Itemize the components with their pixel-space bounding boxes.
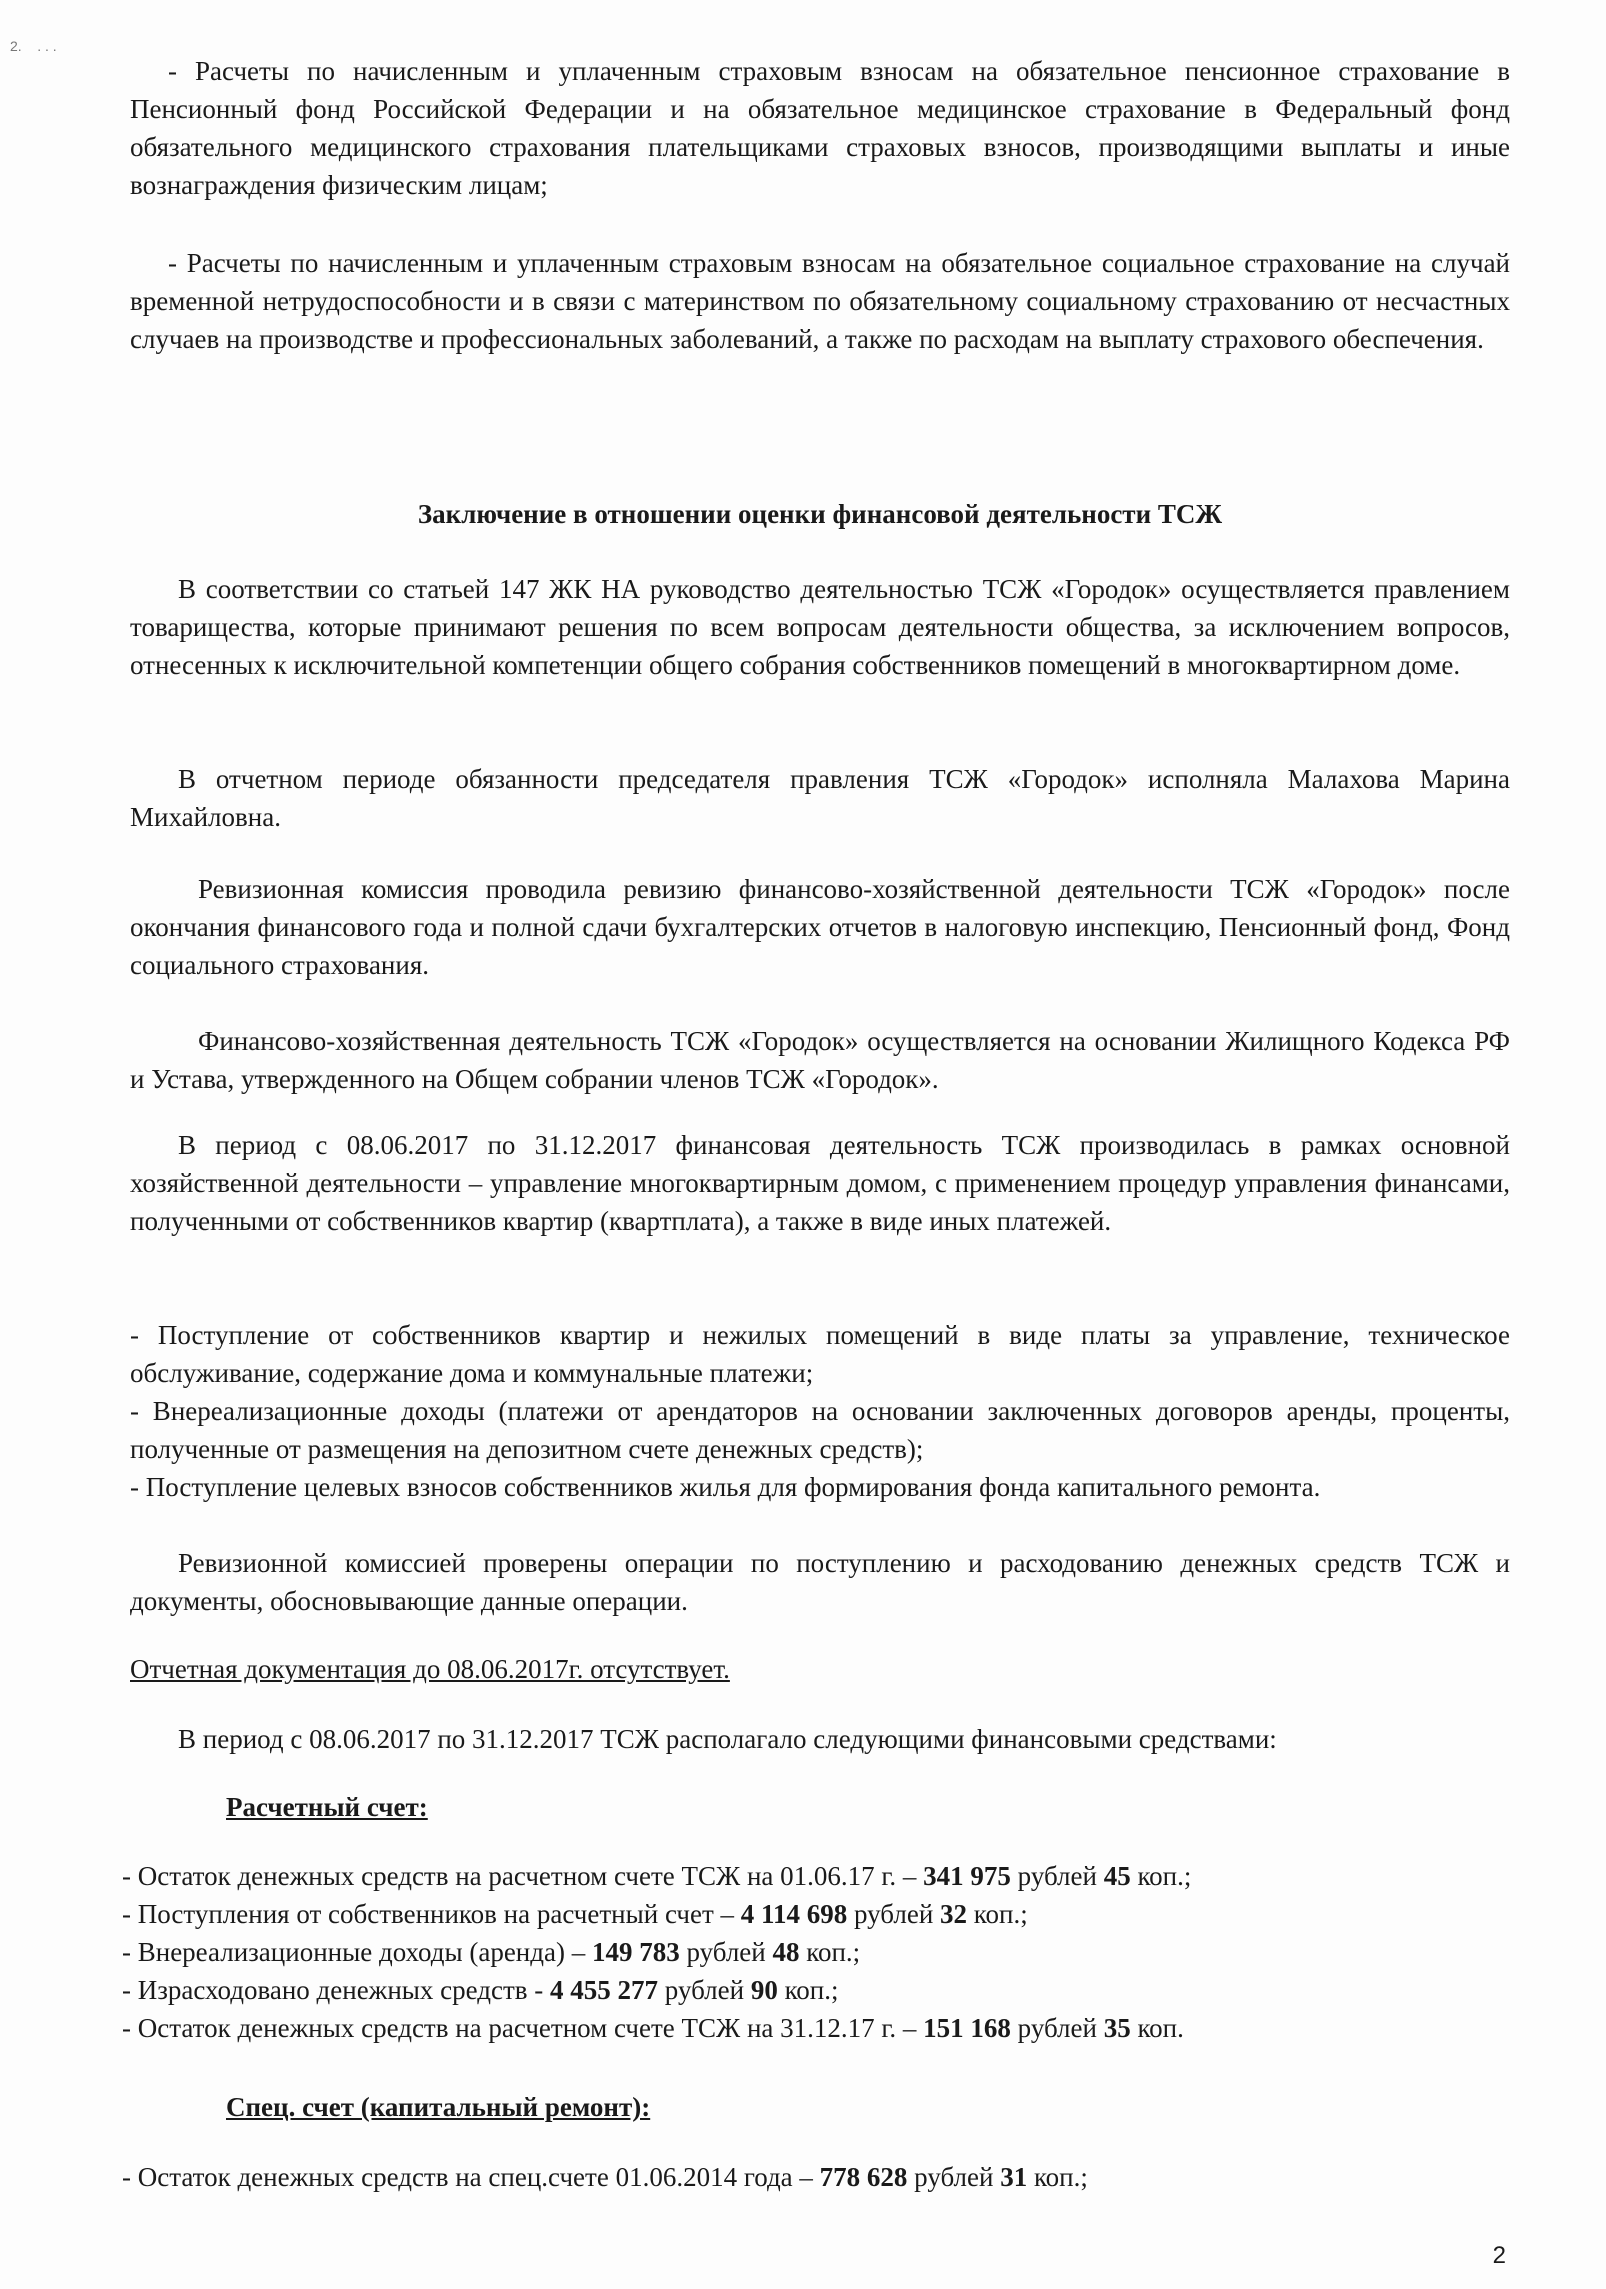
paragraph-operations-checked: Ревизионной комиссией проверены операции по поступлению и расходованию денежных средств ТСЖ и документы, обосновывающие данные операции. xyxy=(130,1548,1510,1616)
page-number: 2 xyxy=(1492,2242,1506,2269)
paragraph-income-nonoperating: - Внереализационные доходы (платежи от арендаторов на основании заключенных договоров аренды, проценты, полученные от размещения на депозитном счете денежных средств); xyxy=(130,1396,1510,1464)
special-account-list xyxy=(122,2158,1522,2196)
list-item: - Остаток денежных средств на расчетном счете ТСЖ на 01.06.17 г. – 341 975 рублей 45 коп.; xyxy=(122,1861,1192,1891)
list-item: - Остаток денежных средств на расчетном счете ТСЖ на 31.12.17 г. – 151 168 рублей 35 коп. xyxy=(122,2013,1184,2043)
paragraph-pension-insurance: - Расчеты по начисленным и уплаченным страховым взносам на обязательное пенсионное страхование в Пенсионный фонд Российской Федерации и на обязательное медицинское страхование в Федеральный фонд обязательного медицинского страхования плательщиками страховых взносов, производящими выплаты и иные вознаграждения физическим лицам; xyxy=(130,56,1510,200)
current-account-title: Расчетный счет: xyxy=(226,1792,428,1822)
paragraph-funds-intro: В период с 08.06.2017 по 31.12.2017 ТСЖ располагало следующими финансовыми средствами: xyxy=(178,1724,1277,1754)
list-item: - Остаток денежных средств на спец.счете 01.06.2014 года – 778 628 рублей 31 коп.; xyxy=(122,2162,1088,2192)
list-item: - Израсходовано денежных средств - 4 455 277 рублей 90 коп.; xyxy=(122,1975,839,2005)
scan-speck: 2. . . . xyxy=(10,38,57,54)
paragraph-period-activity: В период с 08.06.2017 по 31.12.2017 финансовая деятельность ТСЖ производилась в рамках основной хозяйственной деятельности – управление многоквартирным домом, с применением процедур управления финансами, полученными от собственников квартир (квартплата), а также в виде иных платежей. xyxy=(130,1130,1510,1236)
special-account-title: Спец. счет (капитальный ремонт): xyxy=(226,2092,651,2122)
paragraph-audit-commission: Ревизионная комиссия проводила ревизию финансово-хозяйственной деятельности ТСЖ «Городок» после окончания финансового года и полной сдачи бухгалтерских отчетов в налоговую инспекцию, Пенсионный фонд, Фонд социального страхования. xyxy=(130,874,1510,980)
paragraph-legal-basis: Финансово-хозяйственная деятельность ТСЖ «Городок» осуществляется на основании Жилищного Кодекса РФ и Устава, утвержденного на Общем собрании членов ТСЖ «Городок». xyxy=(130,1026,1510,1094)
list-item: - Поступления от собственников на расчетный счет – 4 114 698 рублей 32 коп.; xyxy=(122,1899,1028,1929)
paragraph-income-owners: - Поступление от собственников квартир и нежилых помещений в виде платы за управление, техническое обслуживание, содержание дома и коммунальные платежи; xyxy=(130,1320,1510,1388)
paragraph-income-capital-repair: - Поступление целевых взносов собственников жилья для формирования фонда капитального ремонта. xyxy=(130,1472,1321,1502)
paragraph-management: В соответствии со статьей 147 ЖК НА руководство деятельностью ТСЖ «Городок» осуществляется правлением товарищества, которые принимают решения по всем вопросам деятельности общества, за исключением вопросов, отнесенных к исключительной компетенции общего собрания собственников помещений в многоквартирном доме. xyxy=(130,574,1510,680)
list-item: - Внереализационные доходы (аренда) – 149 783 рублей 48 коп.; xyxy=(122,1937,861,1967)
paragraph-chairman: В отчетном периоде обязанности председателя правления ТСЖ «Городок» исполняла Малахова Марина Михайловна. xyxy=(130,764,1510,832)
section-heading: Заключение в отношении оценки финансовой деятельности ТСЖ xyxy=(417,499,1223,529)
paragraph-social-insurance: - Расчеты по начисленным и уплаченным страховым взносам на обязательное социальное страхование на случай временной нетрудоспособности и в связи с материнством по обязательному социальному страхованию от несчастных случаев на производстве и профессиональных заболеваний, а также по расходам на выплату страхового обеспечения. xyxy=(130,248,1510,354)
current-account-list xyxy=(122,1857,1522,2047)
note-missing-documents: Отчетная документация до 08.06.2017г. отсутствует. xyxy=(130,1654,730,1684)
